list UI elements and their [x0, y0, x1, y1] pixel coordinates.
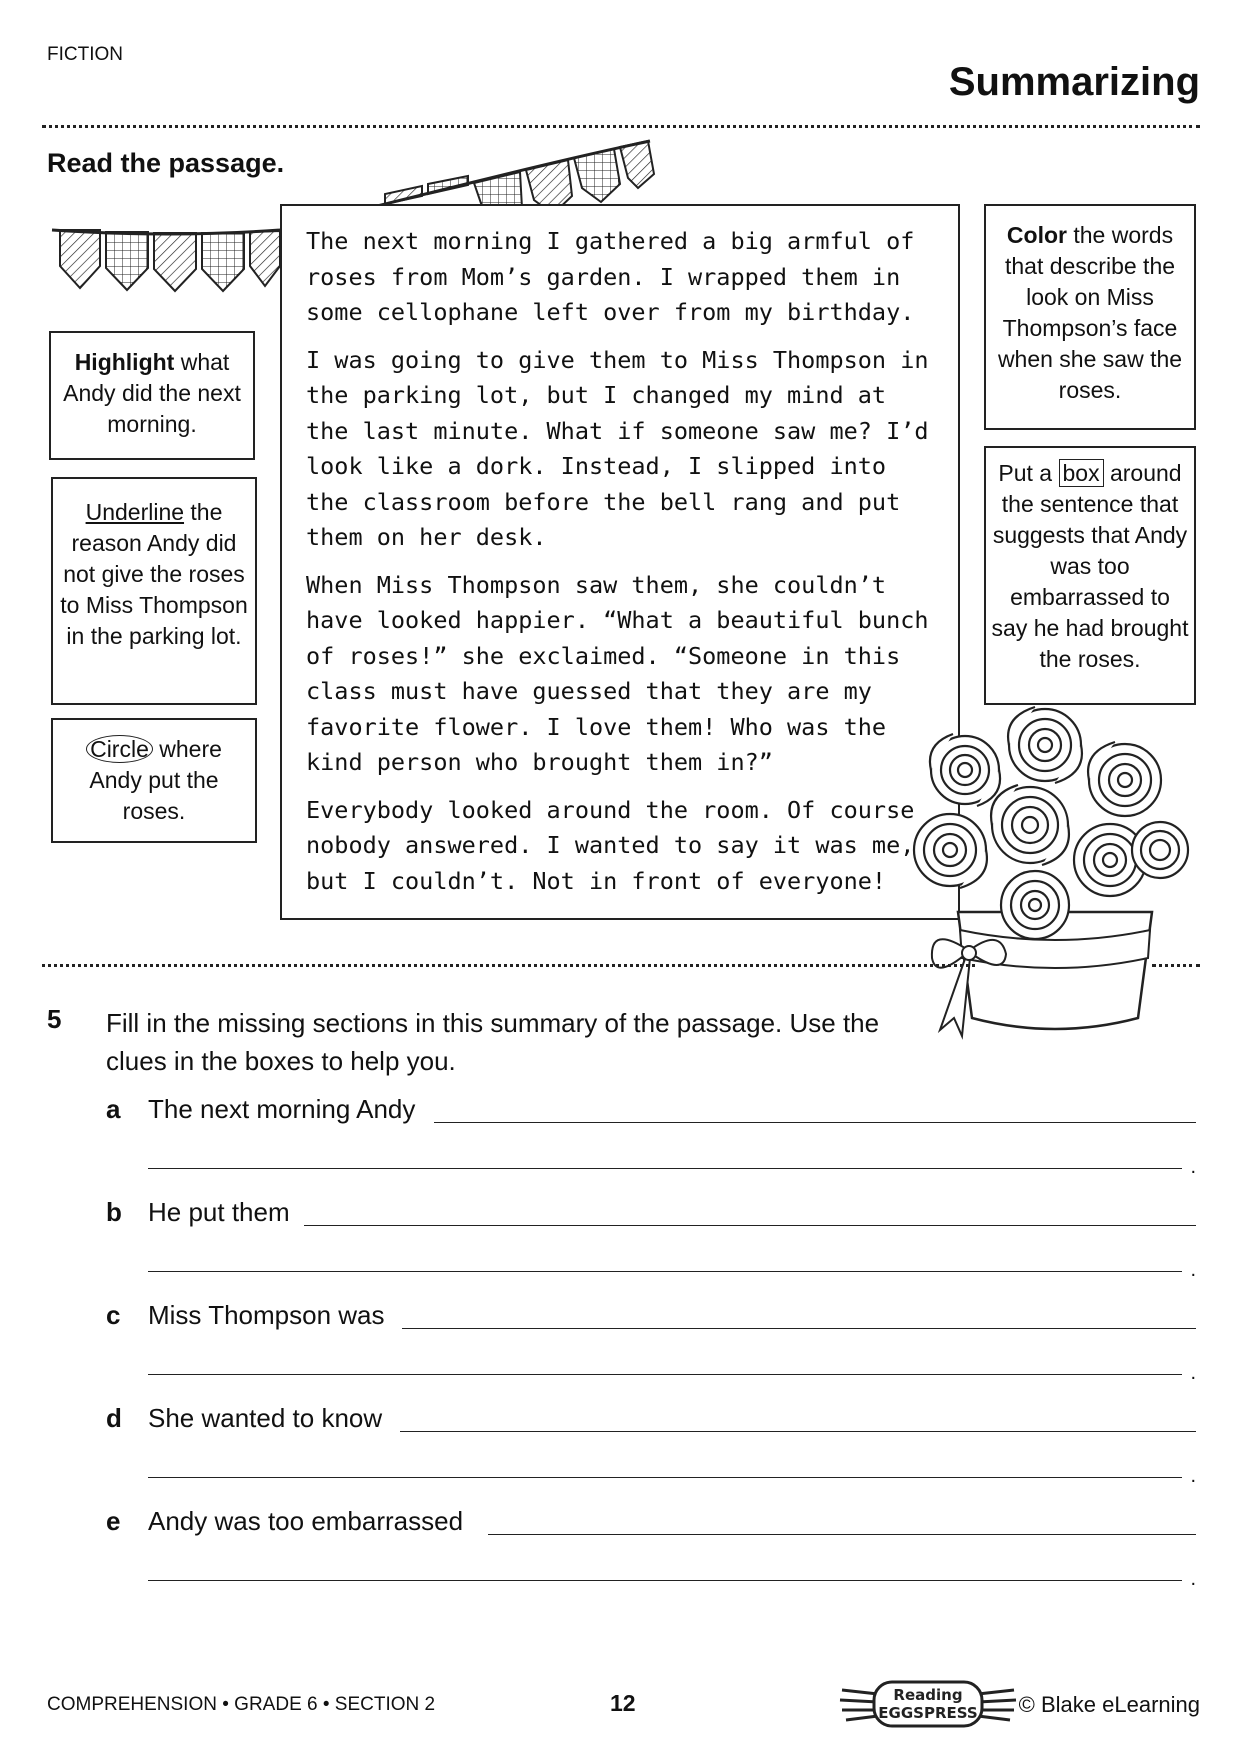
clue-color-box [984, 204, 1196, 430]
passage-paragraph-4: Everybody looked around the room. Of course nobody answered. I wanted to say it was me, but I couldn’t. Not in front of everyone! [306, 795, 915, 895]
item-stem: The next morning Andy [148, 1094, 416, 1124]
question-text: Fill in the missing sections in this summary of the passage. Use the clues in the boxes to help you. [106, 1008, 880, 1076]
middle-divider-left [42, 964, 975, 967]
clue-underline-text: the reason Andy did not give the roses to Miss Thompson in the parking lot. [60, 499, 248, 649]
clue-circle-text: where Andy put the roses. [89, 736, 222, 824]
item-period: . [1190, 1465, 1196, 1487]
item-period: . [1190, 1156, 1196, 1178]
answer-line-d2[interactable] [148, 1477, 1182, 1478]
clue-underline-box [51, 477, 257, 705]
clue-highlight-box [49, 331, 255, 460]
answer-line-e2[interactable] [148, 1580, 1182, 1581]
clue-underline-keyword: Underline [85, 499, 185, 525]
item-period: . [1190, 1568, 1196, 1590]
clue-circle-box [51, 718, 257, 843]
category-label: FICTION [47, 44, 123, 65]
summary-item-b [106, 1197, 1196, 1297]
answer-line-e1[interactable] [488, 1534, 1196, 1535]
answer-line-c1[interactable] [402, 1328, 1196, 1329]
item-stem: She wanted to know [148, 1403, 383, 1433]
item-stem: He put them [148, 1197, 290, 1227]
page-title: Summarizing [948, 60, 1200, 104]
item-letter: c [106, 1300, 121, 1330]
passage-paragraph-1: The next morning I gathered a big armful of roses from Mom’s garden. I wrapped them in some cellophane left over from my birthday. [306, 227, 915, 326]
instruction-heading: Read the passage. [47, 148, 285, 178]
item-period: . [1190, 1362, 1196, 1384]
clue-color-text: the words that describe the look on Miss Thompson’s face when she saw the roses. [997, 222, 1183, 403]
page-number: 12 [610, 1690, 636, 1716]
summary-item-e [106, 1506, 1196, 1606]
item-letter: a [106, 1094, 121, 1124]
item-letter: b [106, 1197, 122, 1227]
logo-text-bottom: EGGSPRESS [878, 1704, 978, 1722]
passage-paragraph-3: When Miss Thompson saw them, she couldn’t have looked happier. “What a beautiful bunch of roses!” she exclaimed. “Someone in this class must have guessed that they are my favorite flower. I love them! Who was the kind person who brought them in?” [306, 570, 929, 776]
clue-highlight-text: what Andy did the next morning. [63, 349, 241, 437]
clue-color-keyword: Color [1006, 222, 1067, 248]
passage-box [280, 204, 960, 920]
clue-box-keyword: box [1059, 459, 1104, 487]
item-letter: e [106, 1506, 121, 1536]
item-letter: d [106, 1403, 122, 1433]
clue-highlight-keyword: Highlight [74, 349, 175, 375]
reading-eggspress-logo [838, 1676, 1018, 1732]
answer-line-d1[interactable] [400, 1431, 1196, 1432]
summary-item-a [106, 1094, 1196, 1194]
question-number: 5 [47, 1004, 62, 1034]
summary-item-d [106, 1403, 1196, 1503]
answer-line-b1[interactable] [304, 1225, 1196, 1226]
passage-paragraph-2: I was going to give them to Miss Thompson in the parking lot, but I changed my mind at the last minute. What if someone saw me? I’d look like a dork. Instead, I slipped into the classroom before the bell rang and put them on her desk. [306, 345, 929, 551]
item-period: . [1190, 1259, 1196, 1281]
item-stem: Andy was too embarrassed [148, 1506, 464, 1536]
footer-section-label: COMPREHENSION • GRADE 6 • SECTION 2 [47, 1694, 436, 1715]
middle-divider-right [1152, 964, 1200, 967]
clue-box-text: around the sentence that suggests that Andy was too embarrassed to say he had brought the roses. [991, 460, 1189, 672]
roses-bouquet-illustration [910, 700, 1200, 1040]
clue-box-pre: Put a [998, 460, 1059, 486]
answer-line-b2[interactable] [148, 1271, 1182, 1272]
answer-line-a1[interactable] [434, 1122, 1196, 1123]
answer-line-a2[interactable] [148, 1168, 1182, 1169]
logo-text-top: Reading [893, 1686, 963, 1704]
copyright-text: © Blake eLearning [1018, 1692, 1200, 1717]
answer-line-c2[interactable] [148, 1374, 1182, 1375]
top-divider [42, 125, 1200, 128]
summary-item-c [106, 1300, 1196, 1400]
clue-box-box [984, 446, 1196, 705]
item-stem: Miss Thompson was [148, 1300, 385, 1330]
clue-circle-keyword: Circle [86, 735, 153, 763]
